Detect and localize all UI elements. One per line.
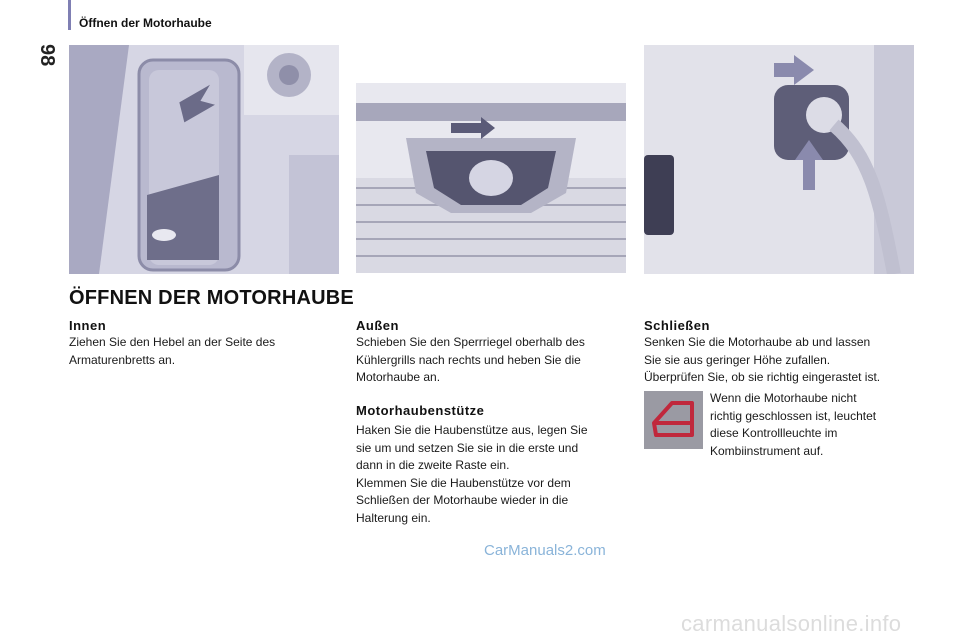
photo-hood-prop [644,45,914,274]
text-warning-light [710,390,910,460]
text-aussen [356,334,626,387]
text-line: diese Kontrollleuchte im [710,426,838,440]
hood-open-warning-icon [644,391,703,449]
text-line: Schließen der Motorhaube wieder in die [356,493,569,507]
heading-aussen: Außen [356,318,399,333]
text-line: Klemmen Sie die Haubenstütze vor dem [356,475,571,490]
text-line: Wenn die Motorhaube nicht [710,391,857,405]
text-line: Ziehen Sie den Hebel an der Seite des [69,335,276,349]
photo-interior-lever [69,45,339,274]
heading-innen: Innen [69,318,107,333]
text-motorhaubenstuetze [356,422,626,527]
text-line: Überprüfen Sie, ob sie richtig eingerastet ist. [644,370,881,384]
text-line: Kühlergrills nach rechts und heben Sie die [356,352,581,367]
heading-motorhaubenstuetze: Motorhaubenstütze [356,403,485,418]
header-accent-bar [68,0,71,30]
watermark-carmanualsonline[interactable]: carmanualsonline.info [681,611,902,636]
text-line: Senken Sie die Motorhaube ab und lassen [644,335,871,349]
text-schliessen [644,334,924,387]
photo-grille-latch [356,83,626,273]
watermark-carmanuals2[interactable]: CarManuals2.com [484,542,606,559]
page-number: 98 [36,44,58,67]
text-innen [69,334,339,369]
text-line: Haken Sie die Haubenstütze aus, legen Sie [356,423,588,437]
text-line: Motorhaube an. [356,370,441,384]
text-line: Schieben Sie den Sperrriegel oberhalb des [356,335,585,349]
text-line: Halterung ein. [356,510,431,525]
text-line: Kombiinstrument auf. [710,443,824,458]
text-line: Armaturenbretts an. [69,352,176,367]
text-line: richtig geschlossen ist, leuchtet [710,408,877,423]
text-line: dann in die zweite Raste ein. [356,458,510,472]
text-line: sie um und setzen Sie sie in die erste und [356,440,579,455]
text-line: Sie sie aus geringer Höhe zufallen. [644,352,831,367]
section-title: ÖFFNEN DER MOTORHAUBE [69,287,354,309]
heading-schliessen: Schließen [644,318,710,333]
header-title: Öffnen der Motorhaube [79,16,212,30]
